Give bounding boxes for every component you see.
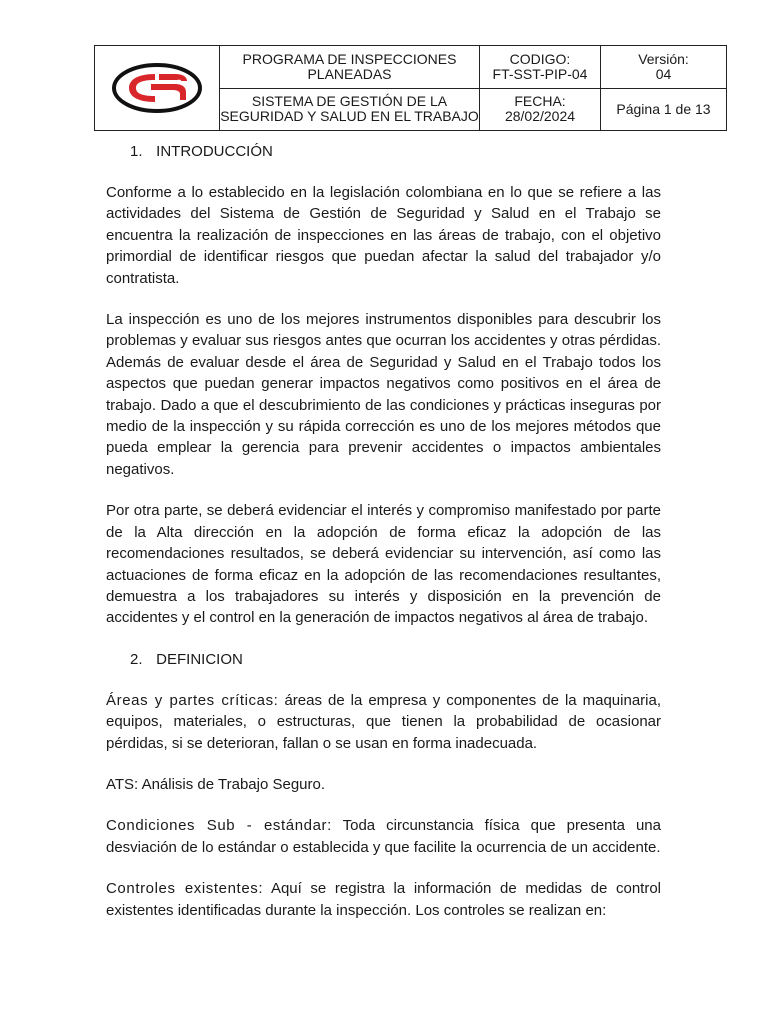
definition-term: Controles existentes: [106, 880, 264, 898]
definition-text: áreas de la empresa y componentes de la maquinaria, equipos, materiales, o estructuras, que tienen la probabilidad de ocasionar pérdidas, si se deterioran, fallan o se usan en forma inadecuada. [106, 691, 661, 752]
section-title: DEFINICION [156, 650, 243, 668]
section-heading-definitions [106, 649, 661, 671]
version-cell [601, 46, 727, 89]
section-title: INTRODUCCIÓN [156, 143, 273, 160]
definition-item [106, 878, 661, 921]
document-header-table [94, 45, 727, 131]
document-body [106, 141, 661, 941]
code-cell [480, 46, 601, 89]
definition-item [106, 815, 661, 858]
program-title: PROGRAMA DE INSPECCIONES PLANEADAS [242, 50, 457, 82]
version-value: 04 [655, 65, 672, 82]
program-title-cell [220, 46, 480, 89]
company-logo-icon [111, 62, 203, 114]
system-title: SISTEMA DE GESTIÓN DE LA SEGURIDAD Y SALUD EN EL TRABAJO [220, 93, 479, 125]
definition-text: Análisis de Trabajo Seguro. [138, 775, 326, 793]
section-heading-introduction [106, 141, 661, 163]
definition-text: Aquí se registra la información de medidas de control existentes identificadas durante la inspección. Los controles se realizan en: [106, 880, 661, 919]
definition-term: Condiciones Sub - estándar: [106, 817, 332, 835]
code-label: CODIGO: [509, 50, 571, 67]
definition-item [106, 690, 661, 754]
page-number: Página 1 de 13 [616, 100, 711, 117]
paragraph: La inspección es uno de los mejores instrumentos disponibles para descubrir los problemas y evaluar sus riesgos antes que ocurran los accidentes y otras pérdidas. Además de evaluar desde el área de Seguridad y Salud en el Trabajo todos los aspectos que puedan generar impactos negativos como positivos en el área de trabajo. Dado a que el descubrimiento de las condiciones y prácticas inseguras por medio de la inspección y su rápida corrección es uno de los mejores métodos que pueda emplear la gerencia para prevenir accidentes o impactos ambientales negativos. [106, 311, 661, 478]
system-title-cell [220, 88, 480, 131]
definition-text: Toda circunstancia física que presenta una desviación de lo estándar o establecida y que facilite la ocurrencia de un accidente. [106, 817, 661, 856]
definition-term: Áreas y partes críticas: [106, 691, 279, 709]
version-label: Versión: [638, 50, 689, 67]
definition-item [106, 774, 661, 795]
logo-cell [95, 46, 220, 131]
date-value: 28/02/2024 [504, 108, 576, 125]
page-number-cell [601, 88, 727, 131]
date-cell [480, 88, 601, 131]
date-label: FECHA: [514, 93, 566, 110]
section-number: 1. [130, 143, 143, 160]
section-number: 2. [130, 650, 143, 668]
paragraph: Conforme a lo establecido en la legislación colombiana en lo que se refiere a las actividades del Sistema de Gestión de Seguridad y Salud en el Trabajo se encuentra la realización de inspecciones en las áreas de trabajo, con el objetivo primordial de identificar riesgos que puedan afectar la salud del trabajador y/o contratista. [106, 184, 661, 287]
definition-term: ATS: [106, 775, 139, 793]
code-value: FT-SST-PIP-04 [492, 65, 588, 82]
paragraph: Por otra parte, se deberá evidenciar el interés y compromiso manifestado por parte de la Alta dirección en la adopción de forma eficaz la adopción de las recomendaciones resultados, se deberá evidenciar su intervención, así como las actuaciones de forma eficaz en la adopción de las recomendaciones resultantes, demuestra a los trabajadores su interés y disposición en la prevención de accidentes y el control en la generación de impactos negativos al área de trabajo. [106, 502, 661, 627]
